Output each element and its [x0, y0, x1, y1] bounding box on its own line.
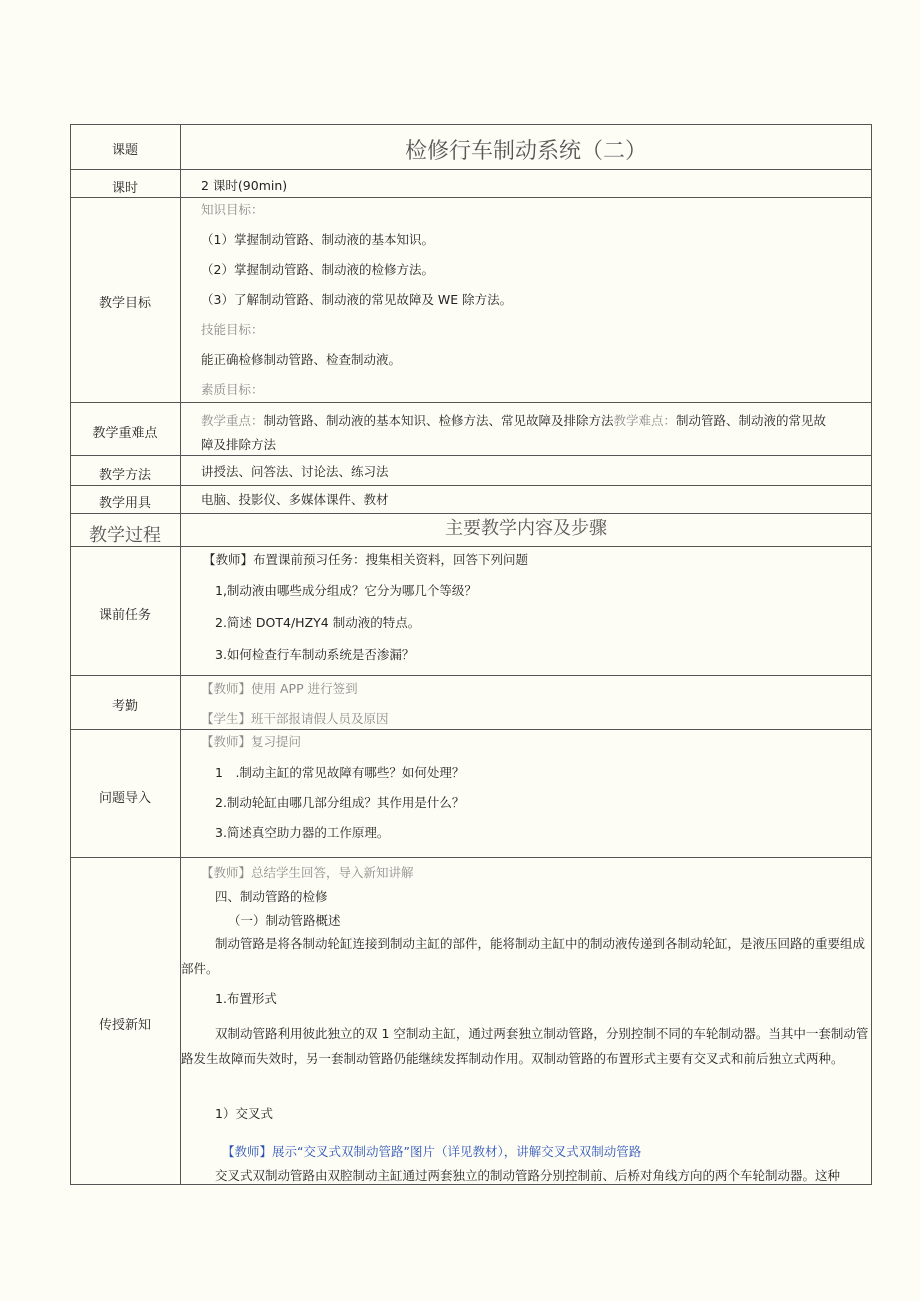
- row-divider: [70, 513, 872, 514]
- row-divider: [70, 546, 872, 547]
- teaching-line-2: 四、制动管路的检修: [215, 889, 328, 904]
- pre-task-line-1: 【教师】布置课前预习任务：搜集相关资料，回答下列问题: [203, 552, 529, 567]
- keypoints-line-1: [201, 413, 826, 429]
- teaching-line-1: 【教师】总结学生回答，导入新知讲解: [201, 865, 414, 880]
- tools-label: 教学用具: [98, 496, 151, 511]
- teaching-line-5: 1）交叉式: [215, 1106, 273, 1121]
- process-header-left: 教学过程: [89, 525, 161, 546]
- row-divider: [70, 402, 872, 403]
- method-label: 教学方法: [98, 468, 151, 483]
- skill-item-1: 能正确检修制动管路、检查制动液。: [201, 352, 402, 367]
- knowledge-heading: 知识目标：: [201, 202, 264, 217]
- keypoints-label: 教学重难点: [92, 426, 158, 441]
- difficulty-heading: 教学难点：: [613, 413, 677, 428]
- teaching-line-4: 1.布置形式: [215, 991, 277, 1006]
- pre-task-line-4: 3.如何检查行车制动系统是否渗漏？: [215, 647, 415, 662]
- row-divider: [70, 675, 872, 676]
- row-divider: [70, 729, 872, 730]
- process-header-right: 主要教学内容及步骤: [445, 518, 607, 539]
- tools-value: 电脑、投影仪、多媒体课件、教材: [201, 492, 389, 507]
- row-divider: [70, 455, 872, 456]
- table-border-right: [871, 124, 872, 1185]
- objectives-label: 教学目标: [98, 296, 151, 311]
- teaching-line-6: 【教师】展示“交叉式双制动管路”图片（详见教材），讲解交叉式双制动管路: [222, 1144, 642, 1159]
- pre-task-line-3: 2.简述 DOT4/HZY4 制动液的特点。: [215, 615, 421, 630]
- key-heading: 教学重点：: [201, 413, 264, 428]
- row-divider: [70, 1184, 872, 1185]
- attendance-line-1: 【教师】使用 APP 进行签到: [201, 681, 358, 696]
- key-text: 制动管路、制动液的基本知识、检修方法、常见故障及排除方法: [263, 413, 614, 428]
- pre-task-line-2: 1,制动液由哪些成分组成？它分为哪几个等级？: [215, 583, 477, 598]
- intro-label: 问题导入: [98, 791, 151, 806]
- row-divider: [70, 124, 872, 125]
- keypoints-line-2: 障及排除方法: [201, 437, 277, 452]
- row-divider: [70, 197, 872, 198]
- teaching-line-3: （一）制动管路概述: [228, 913, 341, 928]
- lesson-title: 检修行车制动系统（二）: [404, 139, 647, 164]
- difficulty-text: 制动管路、制动液的常见故: [676, 413, 827, 428]
- pre-task-label: 课前任务: [98, 608, 151, 623]
- row-divider: [70, 169, 872, 170]
- teaching-paragraph-1: 制动管路是将各制动轮缸连接到制动主缸的部件，能将制动主缸中的制动液传递到各制动轮缸，是液压回路的重要组成部件。: [181, 936, 866, 976]
- knowledge-item-3: （3）了解制动管路、制动液的常见故障及 WE 除方法。: [201, 292, 513, 307]
- row-divider: [70, 857, 872, 858]
- intro-line-4: 3.简述真空助力器的工作原理。: [215, 825, 390, 840]
- hours-label: 课时: [111, 181, 138, 196]
- intro-line-1: 【教师】复习提问: [201, 734, 302, 749]
- skill-heading: 技能目标：: [201, 322, 264, 337]
- quality-heading: 素质目标：: [201, 382, 264, 397]
- teaching-line-7: 交叉式双制动管路由双腔制动主缸通过两套独立的制动管路分别控制前、后桥对角线方向的两个车轮制动器。这种: [215, 1168, 841, 1183]
- attendance-line-2: 【学生】班干部报请假人员及原因: [201, 711, 389, 726]
- row-divider: [70, 485, 872, 486]
- intro-line-2: 1 .制动主缸的常见故障有哪些？如何处理？: [215, 765, 465, 780]
- lesson-plan-table: [70, 124, 872, 1185]
- teaching-paragraph-2: 双制动管路利用彼此独立的双 1 空制动主缸，通过两套独立制动管路，分别控制不同的车轮制动器。当其中一套制动管路发生故障而失效时，另一套制动管路仍能继续发挥制动作用。双制动管路的布置形式主要有交叉式和前后独立式两种。: [181, 1026, 869, 1066]
- lesson-label: 课题: [111, 143, 138, 158]
- attendance-label: 考勤: [111, 699, 138, 714]
- knowledge-item-2: （2）掌握制动管路、制动液的检修方法。: [201, 262, 434, 277]
- knowledge-item-1: （1）掌握制动管路、制动液的基本知识。: [201, 232, 434, 247]
- hours-value: 2 课时(90min): [201, 178, 288, 193]
- method-value: 讲授法、问答法、讨论法、练习法: [201, 464, 389, 479]
- teaching-label: 传授新知: [98, 1018, 151, 1033]
- intro-line-3: 2.制动轮缸由哪几部分组成？其作用是什么？: [215, 795, 465, 810]
